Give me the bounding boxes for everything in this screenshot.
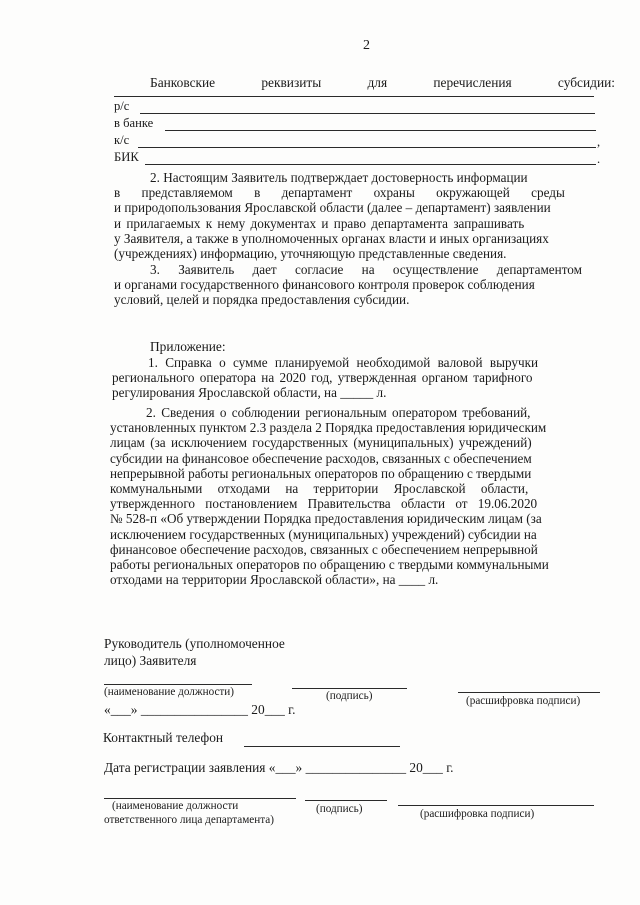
paragraph-line: условий, целей и порядка предоставления субсидии. (114, 292, 410, 308)
caption2-position-line1: (наименование должности (112, 800, 239, 812)
bank-details-heading (150, 75, 615, 90)
attachment-line: субсидии на финансовое обеспечение расходов, связанных с обеспечением (110, 450, 532, 466)
head-label-line2: лицо) Заявителя (104, 653, 197, 668)
signature-line[interactable] (292, 688, 407, 689)
attachment-line: работы региональных операторов по обращению с твердыми коммунальными (110, 557, 549, 573)
heading-word: субсидии: (557, 75, 615, 90)
attachment-line: № 528-п «Об утверждении Порядка предоставления юридическим лицам (за (110, 511, 542, 527)
phone-line[interactable] (244, 746, 400, 747)
field-bank-line[interactable] (165, 130, 596, 131)
attachment-line: 2. Сведения о соблюдении региональным оператором требований, (146, 405, 531, 420)
paragraph-line: 3. Заявитель дает согласие на осуществление департаментом (150, 262, 582, 277)
paragraph-line: и природопользования Ярославской области (далее – департамент) заявлении (114, 200, 551, 216)
paragraph-line: у Заявителя, а также в уполномоченных органах власти и иных организациях (114, 230, 549, 246)
attachment-line: лицам (за исключением государственных (муниципальных) учреждений) (110, 435, 532, 451)
bank-heading-underline (114, 96, 594, 97)
field-ks-line[interactable] (138, 147, 596, 148)
attachment-line: установленных пунктом 2.3 раздела 2 Порядка предоставления юридическим (110, 420, 547, 436)
responsible-decode-line[interactable] (398, 805, 594, 806)
caption2-decode: (расшифровка подписи) (420, 808, 535, 820)
position-line[interactable] (104, 684, 252, 685)
heading-word: для (367, 75, 388, 90)
caption-position: (наименование должности) (104, 686, 235, 698)
field-ks-label: к/с (114, 133, 130, 147)
heading-word: перечисления (433, 75, 512, 90)
field-ks-comma: , (597, 135, 601, 149)
phone-label: Контактный телефон (103, 730, 224, 745)
date-field[interactable]: «___» ________________ 20___ г. (104, 702, 296, 717)
paragraph-line: и органами государственного финансового контроля проверок соблюдения (114, 277, 535, 293)
caption-signature: (подпись) (326, 690, 373, 702)
attachment-1 (112, 355, 610, 401)
field-bik-label: БИК (114, 150, 139, 164)
heading-word: Банковские (150, 75, 216, 90)
attachment-2 (110, 405, 610, 587)
attachment-line: финансовое обеспечение расходов, связанных с обеспечением непрерывной (110, 541, 538, 557)
attachment-line: отходами на территории Ярославской области», на ____ л. (110, 572, 439, 588)
paragraph-3 (114, 262, 612, 308)
caption2-position-line2: ответственного лица департамента) (104, 814, 274, 826)
paragraph-line: в представляемом в департамент охраны окружающей среды (114, 185, 565, 201)
head-label-line1: Руководитель (уполномоченное (104, 636, 285, 651)
registration-date-field[interactable]: Дата регистрации заявления «___» _______________ 20___ г. (104, 760, 454, 775)
paragraph-line: 2. Настоящим Заявитель подтверждает достоверность информации (150, 170, 528, 185)
field-bik-period: . (597, 152, 601, 166)
page-number: 2 (363, 38, 370, 53)
paragraph-2 (114, 170, 612, 261)
decode-line[interactable] (458, 692, 600, 693)
field-bank-label: в банке (114, 116, 154, 130)
responsible-signature-line[interactable] (305, 800, 387, 801)
heading-word: реквизиты (261, 75, 322, 90)
caption-decode: (расшифровка подписи) (466, 695, 581, 707)
attachment-line: исключением государственных (муниципальных) учреждений) субсидии на (110, 526, 537, 542)
paragraph-line: (учреждениях) информацию, уточняющую представленные сведения. (114, 246, 507, 262)
attachment-line: коммунальными отходами на территории Ярославской области, (110, 481, 529, 497)
attachment-heading: Приложение: (150, 339, 226, 354)
field-rs-line[interactable] (140, 113, 595, 114)
responsible-position-line[interactable] (104, 798, 296, 799)
attachment-line: непрерывной работы региональных операторов по обращению с твердыми (110, 465, 532, 481)
paragraph-line: и прилагаемых к нему документах и право департамента запрашивать (114, 215, 525, 231)
attachment-line: регионального оператора на 2020 год, утвержденная органом тарифного (112, 370, 533, 386)
caption2-signature: (подпись) (316, 803, 363, 815)
field-rs-label: р/с (114, 99, 130, 113)
attachment-line: 1. Справка о сумме планируемой необходимой валовой выручки (148, 355, 539, 370)
attachment-line: регулирования Ярославской области, на _____ л. (112, 385, 387, 401)
attachment-line: утвержденного постановлением Правительства области от 19.06.2020 (110, 496, 538, 512)
field-bik-line[interactable] (145, 164, 596, 165)
